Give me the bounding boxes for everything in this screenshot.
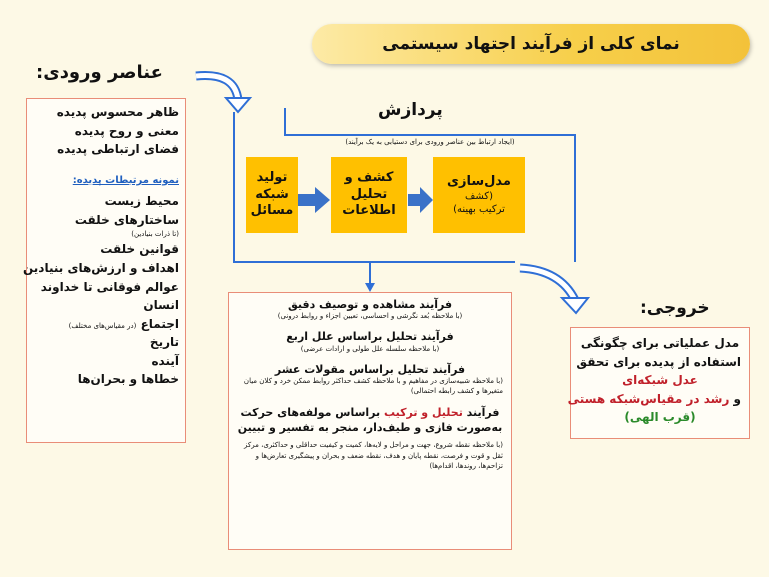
detail-title: فرآیند تحلیل براساس مقولات عشر xyxy=(274,362,466,376)
inputs-heading: عناصر ورودی: xyxy=(36,62,163,83)
input-item: تاریخ xyxy=(149,335,179,350)
output-line: استفاده از پدیده برای تحقق xyxy=(576,354,741,369)
input-item: انسان xyxy=(143,298,179,313)
examples-label: نمونه مرتبطات پدیده: xyxy=(72,174,179,186)
step-problem-network xyxy=(246,157,298,233)
input-top-item: ظاهر محسوس پدیده xyxy=(56,105,179,119)
step-line: کشف و xyxy=(344,169,394,185)
output-highlight: عدل شبکه‌ای xyxy=(622,373,698,388)
output-note: (قرب الهی) xyxy=(624,410,696,425)
step-line: اطلاعات xyxy=(342,203,396,219)
details-arrowhead xyxy=(365,283,375,292)
input-item: عوالم فوقانی تا خداوند xyxy=(40,279,179,294)
detail-note: (با ملاحظه بُعد نگرشی و احساسی، تعیین اجزاء و روابط درونی) xyxy=(277,312,463,321)
detail-title xyxy=(237,406,503,420)
page-title: نمای کلی از فرآیند اجتهاد سیستمی xyxy=(312,24,750,64)
step-note: (کشف xyxy=(465,191,493,203)
detail-note: (با ملاحظه سلسله علل طولی و ارادات عرضی) xyxy=(300,344,440,353)
output-heading: خروجی: xyxy=(640,298,710,318)
input-top-item: فضای ارتباطی پدیده xyxy=(57,142,179,157)
input-item xyxy=(33,315,179,334)
output-line xyxy=(567,390,741,409)
input-item: محیط زیست xyxy=(104,194,179,209)
input-item: اهداف و ارزش‌های بنیادین xyxy=(23,260,179,275)
detail-note: (با ملاحظه نقطه شروع، جهت و مراحل و لایه‌ها، کمیت و کیفیت حداقلی و حداکثری، مرکز ثقل و قوت و فرصت، نقطه پایان و هدف، نقطه ضعف و بحران و پیشگیری تعارض‌ها و تزاحم‌ها، روندها، اقدام‌ها) xyxy=(244,441,503,471)
output-box xyxy=(567,327,750,439)
input-item: خطاها و بحران‌ها xyxy=(77,372,179,387)
input-top-item: معنی و روح پدیده xyxy=(74,123,179,138)
detail-title-part: فرآیند xyxy=(462,406,500,420)
step-note: ترکیب بهینه) xyxy=(453,204,505,216)
step-title: مدل‌سازی xyxy=(447,173,511,189)
input-item-note: (در مقیاس‌های مختلف) xyxy=(68,321,137,330)
process-details-box xyxy=(228,292,512,550)
input-item: ساختارهای خلقت xyxy=(74,212,179,227)
output-line: مدل عملیاتی برای چگونگی xyxy=(580,336,740,350)
output-prefix: و xyxy=(729,391,741,406)
detail-title: فرآیند مشاهده و توصیف دقیق xyxy=(287,298,453,311)
detail-title-highlight: تحلیل و ترکیب xyxy=(383,406,463,420)
output-highlight: رشد در مقیاس‌شبکه هستی xyxy=(567,391,730,406)
step-line: مسائل xyxy=(250,203,294,219)
detail-title: فرآیند تحلیل براساس علل اربع xyxy=(286,330,454,344)
input-item-note: (تا ذرات بنیادین) xyxy=(131,230,179,239)
step-modeling xyxy=(433,157,525,233)
processing-bracket-top xyxy=(285,108,575,262)
detail-note: (با ملاحظه شبیه‌سازی در مفاهیم و با ملاحظه کشف حداکثر روابط ممکن خرد و کلان میان متغیرها و کشف رابطه احتمالی) xyxy=(243,376,503,395)
detail-title-line2: به‌صورت فازی و طیف‌دار، منجر به تفسیر و تبیین xyxy=(237,420,503,434)
step-arrow-1 xyxy=(298,187,330,213)
step-line: تحلیل xyxy=(350,186,388,202)
step-line: شبکه xyxy=(255,186,289,202)
input-item: قوانین خلقت xyxy=(100,242,179,257)
output-arrowhead xyxy=(562,298,588,313)
detail-title-part: براساس مولفه‌های حرکت xyxy=(240,406,384,420)
step-arrow-2 xyxy=(408,187,433,213)
step-line: تولید xyxy=(256,169,288,185)
input-item: آینده xyxy=(151,353,179,368)
inputs-box xyxy=(23,98,186,443)
processing-heading: پردازش xyxy=(378,100,443,120)
processing-subtitle: (ایجاد ارتباط بین عناصر ورودی برای دستیابی به یک برآیند) xyxy=(345,138,515,146)
input-arrowhead xyxy=(226,98,250,112)
step-analysis xyxy=(331,157,407,233)
input-item-text: اجتماع xyxy=(140,316,179,331)
